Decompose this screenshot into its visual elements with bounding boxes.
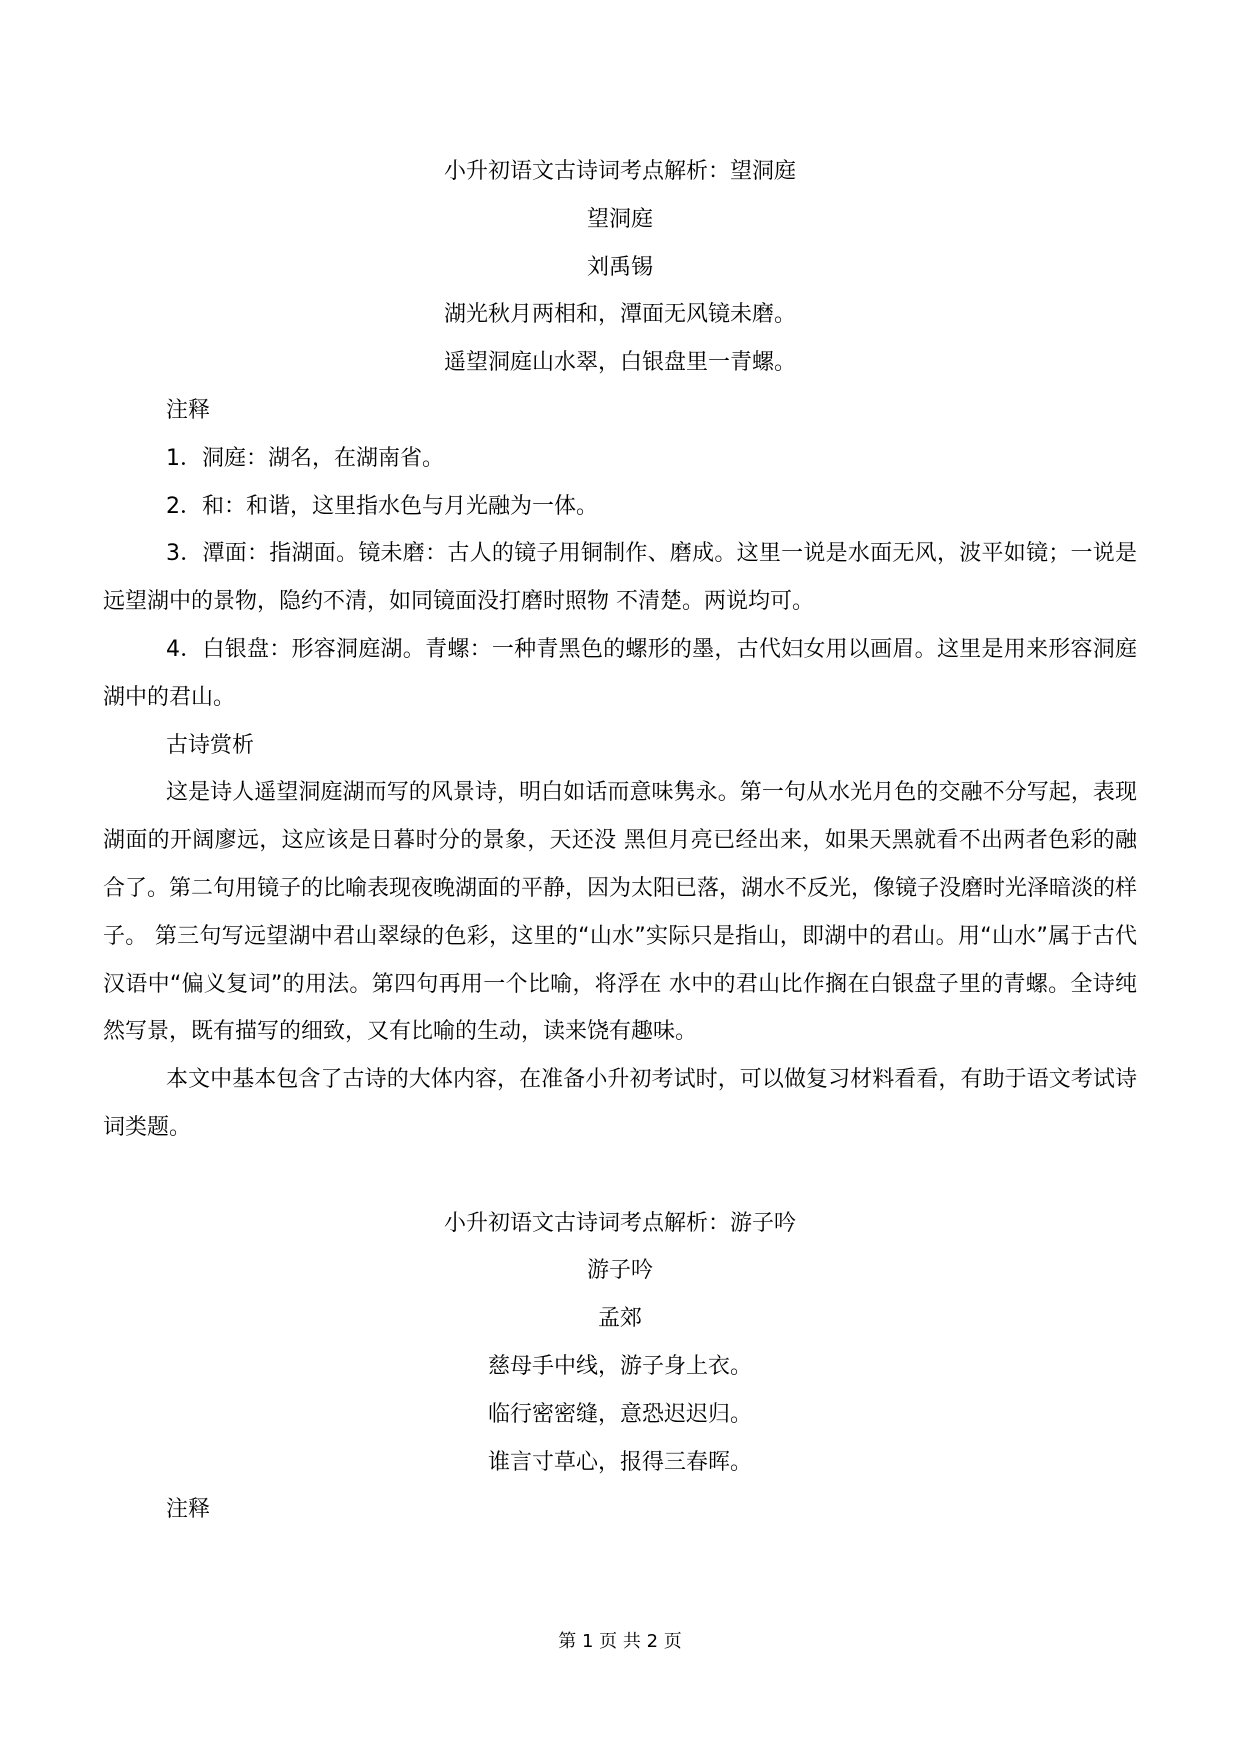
section2-title: 小升初语文古诗词考点解析：游子吟	[443, 1210, 796, 1236]
section1-note-item: 1．洞庭：湖名，在湖南省。	[166, 445, 444, 471]
section1-analysis-heading: 古诗赏析	[166, 732, 255, 758]
section-divider-space	[103, 1152, 1137, 1200]
section2-verse-line: 临行密密缝，意恐迟迟归。	[487, 1401, 752, 1427]
section1-notes-heading: 注释	[166, 397, 211, 423]
section2-notes-heading: 注释	[166, 1497, 211, 1523]
section2-verse-line: 谁言寸草心，报得三春晖。	[487, 1449, 752, 1475]
page-footer: 第 1 页 共 2 页	[558, 1631, 682, 1652]
section2-poem-title: 游子吟	[586, 1258, 653, 1284]
section1-analysis-paragraph: 这是诗人遥望洞庭湖而写的风景诗，明白如话而意味隽永。第一句从水光月色的交融不分写起，表现湖面的开阔廖远，这应该是日暮时分的景象，天还没 黑但月亮已经出来，如果天黑就看不出两者色彩的融合了。第二句用镜子的比喻表现夜晚湖面的平静，因为太阳已落，湖水不反光，像镜子没磨时光泽暗淡的样子。 第三句写远望湖中君山翠绿的色彩，这里的“山水”实际只是指山，即湖中的君山。用“山水”属于古代汉语中“偏义复词”的用法。第四句再用一个比喻，将浮在 水中的君山比作搁在白银盘子里的青螺。全诗纯然写景，既有描写的细致，又有比喻的生动，读来饶有趣味。	[103, 780, 1138, 1045]
section1-analysis-paragraph: 本文中基本包含了古诗的大体内容，在准备小升初考试时，可以做复习材料看看，有助于语文考试诗词类题。	[103, 1067, 1137, 1140]
section1-verse-line: 遥望洞庭山水翠，白银盘里一青螺。	[443, 350, 796, 376]
document-content	[103, 148, 1137, 1534]
section1-poem-title: 望洞庭	[586, 206, 653, 232]
section1-note-item: 3．潭面：指湖面。镜未磨：古人的镜子用铜制作、磨成。这里一说是水面无风，波平如镜；一说是远望湖中的景物，隐约不清，如同镜面没打磨时照物 不清楚。两说均可。	[103, 541, 1137, 615]
section1-note-item: 4．白银盘：形容洞庭湖。青螺：一种青黑色的螺形的墨，古代妇女用以画眉。这里是用来形容洞庭湖中的君山。	[103, 636, 1137, 710]
section1-note-item: 2．和：和谐，这里指水色与月光融为一体。	[166, 493, 598, 519]
section1-verse-line: 湖光秋月两相和，潭面无风镜未磨。	[443, 302, 796, 328]
section1-title: 小升初语文古诗词考点解析：望洞庭	[443, 159, 796, 184]
section2-verse-line: 慈母手中线，游子身上衣。	[487, 1353, 752, 1379]
section2-author: 孟郊	[597, 1306, 642, 1332]
section1-author: 刘禹锡	[586, 254, 653, 280]
